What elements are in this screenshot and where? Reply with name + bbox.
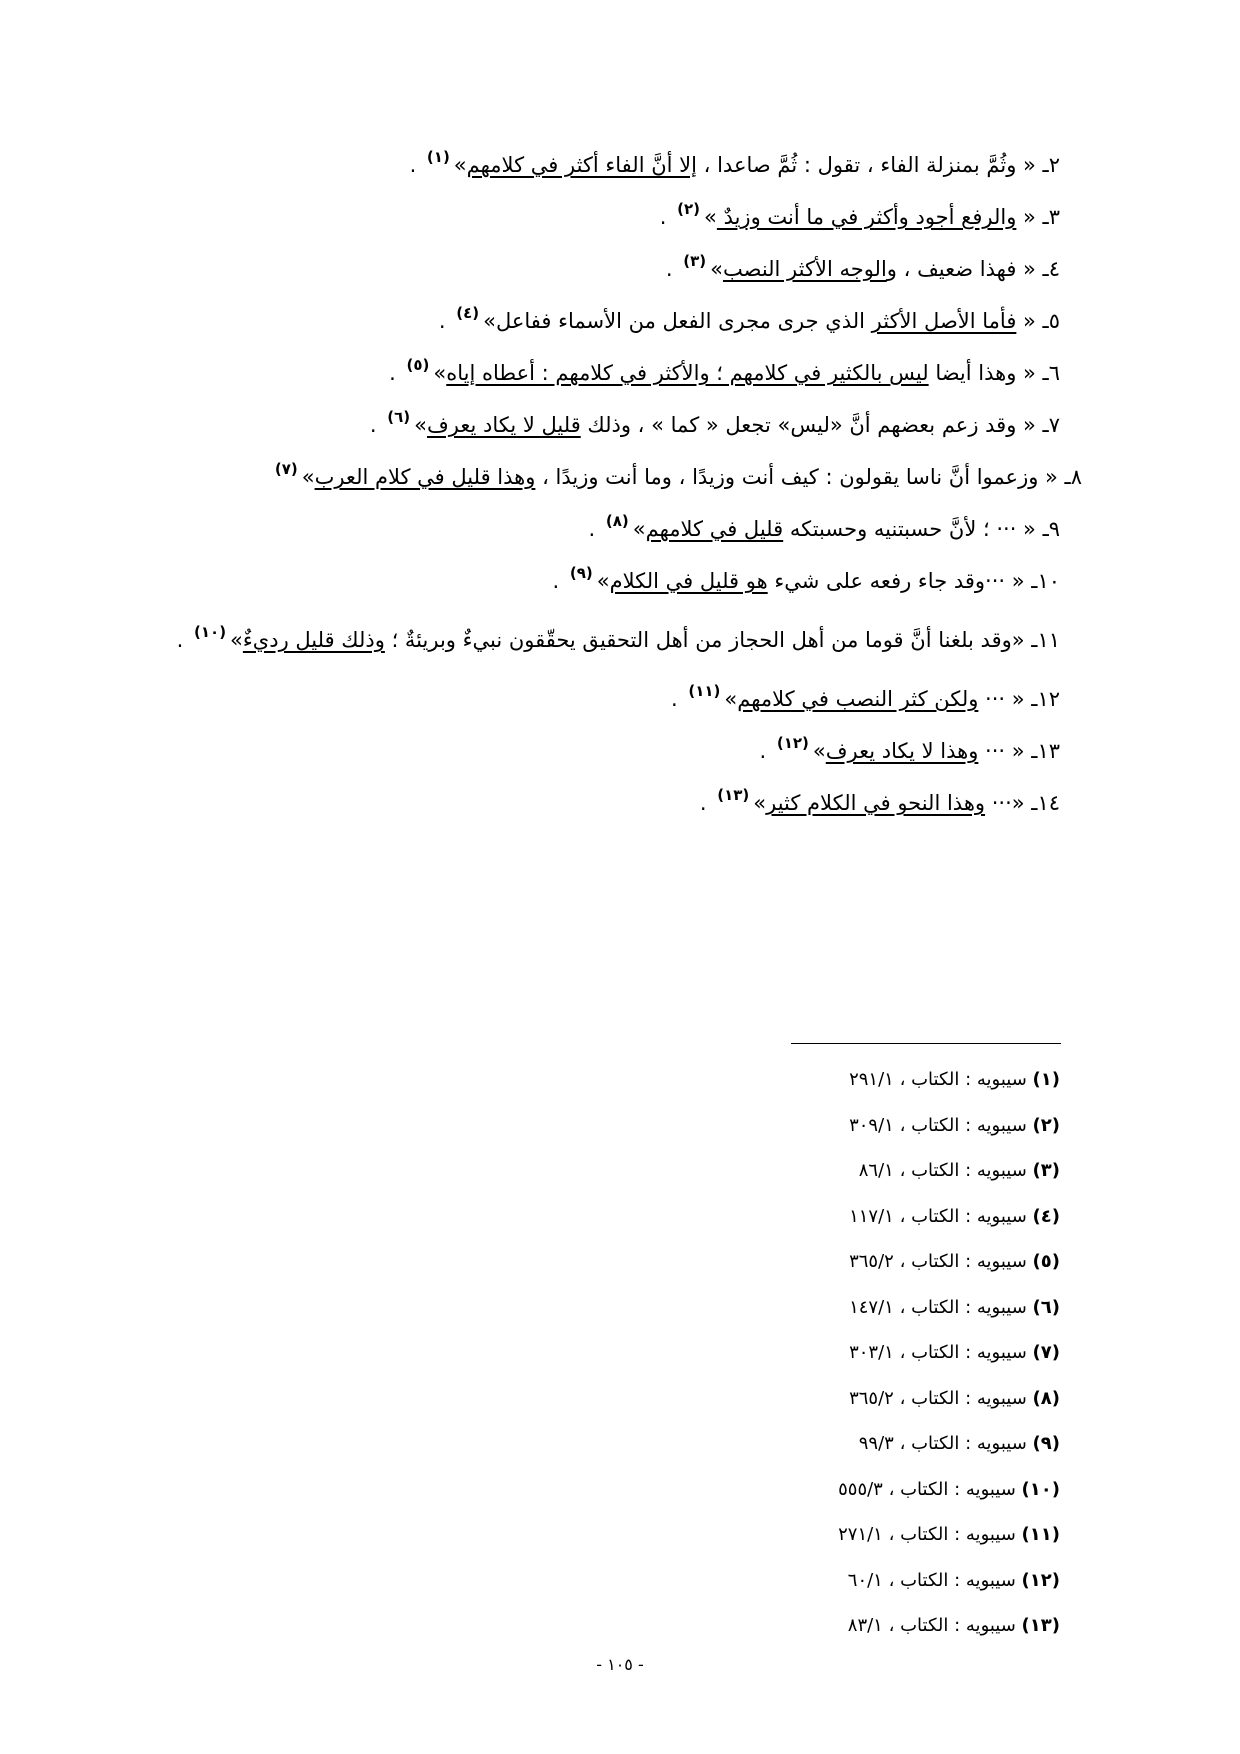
item-text: لأنَّ حسبتنيه وحسبتكه bbox=[783, 517, 977, 541]
footnote-number: (٢) bbox=[1032, 1114, 1060, 1136]
item-close-quote: » bbox=[301, 465, 315, 489]
item-end: . bbox=[409, 153, 423, 177]
item-close-quote: » bbox=[724, 687, 738, 711]
item-close-quote: » bbox=[753, 791, 767, 815]
quotation-item bbox=[20, 462, 1082, 492]
item-lead: ٢ـ « bbox=[1016, 153, 1060, 177]
footnote-text: سيبويه : الكتاب ، ٣٠٣/١ bbox=[849, 1342, 1033, 1363]
footnote-ref[interactable]: (٢) bbox=[677, 200, 701, 218]
footnote-text: سيبويه : الكتاب ، ١٤٧/١ bbox=[849, 1296, 1033, 1318]
item-underlined-text: وهذا النحو في الكلام كثير bbox=[766, 791, 986, 815]
quotation-item bbox=[100, 618, 1060, 662]
footnote-item bbox=[640, 1111, 1060, 1157]
item-close-quote: » bbox=[812, 739, 826, 763]
quotation-item bbox=[100, 254, 1060, 284]
quotation-item bbox=[100, 566, 1060, 596]
footnote-item bbox=[640, 1475, 1060, 1521]
footnote-text: سيبويه : الكتاب ، ٩٩/٣ bbox=[858, 1433, 1033, 1454]
footnote-item bbox=[640, 1065, 1060, 1111]
item-close-quote: » bbox=[414, 413, 427, 437]
footnote-item bbox=[640, 1611, 1060, 1657]
footnote-ref[interactable]: (٨) bbox=[605, 512, 629, 530]
item-close-quote: » bbox=[596, 569, 610, 593]
footnote-item bbox=[640, 1384, 1060, 1430]
item-underlined-text: ولكن كثر النصب في كلامهم bbox=[737, 687, 979, 711]
item-text-tail: الذي جرى مجرى الفعل من الأسماء ففاعل bbox=[495, 309, 872, 333]
footnote-item bbox=[640, 1566, 1060, 1612]
item-text: وثُمَّ بمنزلة الفاء ، تقول : ثُمَّ صاعدا ، bbox=[696, 153, 1017, 177]
footnote-number: (٧) bbox=[1032, 1342, 1060, 1363]
item-text: وهذا أيضا bbox=[928, 361, 1017, 385]
item-end: . bbox=[588, 517, 602, 541]
item-lead: ٥ـ « bbox=[1016, 309, 1060, 333]
item-text: فهذا ضعيف ، و bbox=[886, 257, 1017, 281]
item-end: . bbox=[699, 791, 714, 815]
footnote-ref[interactable]: (١٢) bbox=[776, 734, 809, 752]
item-end: . bbox=[552, 569, 566, 593]
item-close-quote: » bbox=[433, 361, 447, 385]
footnote-text: سيبويه : الكتاب ، ٢٩١/١ bbox=[849, 1069, 1033, 1090]
footnote-item bbox=[640, 1429, 1060, 1475]
footnote-text: سيبويه : الكتاب ، ٣٦٥/٢ bbox=[849, 1387, 1033, 1409]
item-end: . bbox=[438, 309, 453, 333]
quotation-item bbox=[100, 358, 1060, 388]
item-lead: ٣ـ « bbox=[1016, 205, 1060, 229]
footnote-text: سيبويه : الكتاب ، ٢٧١/١ bbox=[838, 1524, 1022, 1545]
footnote-text: سيبويه : الكتاب ، ٨٦/١ bbox=[858, 1160, 1033, 1181]
item-text: وقد بلغنا أنَّ قوما من أهل الحجاز من أهل التحقيق يحقّقون نبيءٌ وبريئةٌ ؛ bbox=[384, 628, 1012, 652]
item-underlined-text: وذلك قليل رديءٌ bbox=[242, 628, 385, 652]
quotation-item bbox=[100, 150, 1060, 180]
footnotes-list bbox=[640, 1065, 1060, 1657]
footnote-number: (٩) bbox=[1032, 1433, 1060, 1454]
item-close-quote: » bbox=[230, 628, 243, 652]
footnote-ref[interactable]: (٧) bbox=[274, 460, 298, 478]
footnote-item bbox=[640, 1247, 1060, 1293]
item-underlined-text: والرفع أجود وأكثر في ما أنت وزيدٌ bbox=[716, 205, 1017, 229]
footnote-item bbox=[640, 1520, 1060, 1566]
footnote-item bbox=[640, 1202, 1060, 1248]
footnote-ref[interactable]: (٣) bbox=[683, 252, 707, 270]
item-close-quote: » bbox=[710, 257, 723, 281]
footnote-text: سيبويه : الكتاب ، ١١٧/١ bbox=[849, 1205, 1033, 1227]
item-end: . bbox=[665, 257, 680, 281]
footnote-text: سيبويه : الكتاب ، ٣٠٩/١ bbox=[849, 1114, 1033, 1136]
footnote-divider bbox=[791, 1043, 1061, 1044]
item-lead: ٨ـ « bbox=[1038, 465, 1082, 489]
item-underlined-text: هو قليل في الكلام bbox=[609, 569, 768, 593]
quotation-item bbox=[100, 736, 1060, 766]
footnote-ref[interactable]: (١١) bbox=[688, 682, 721, 700]
footnote-number: (٤) bbox=[1032, 1205, 1060, 1227]
item-end: . bbox=[759, 739, 773, 763]
footnote-number: (٦) bbox=[1032, 1296, 1060, 1318]
item-lead: ١٠ـ « bbox=[1005, 569, 1060, 593]
footnote-number: (٥) bbox=[1032, 1251, 1060, 1272]
item-text: وزعموا أنَّ ناسا يقولون : كيف أنت وزيدًا ، وما أنت وزيدًا ، bbox=[535, 465, 1039, 489]
item-lead: ١٢ـ « ··· bbox=[978, 687, 1060, 711]
item-end: . bbox=[176, 628, 191, 652]
item-lead: ٧ـ « bbox=[1016, 413, 1060, 437]
footnote-text: سيبويه : الكتاب ، ٦٠/١ bbox=[847, 1569, 1022, 1591]
footnote-ref[interactable]: (٥) bbox=[406, 356, 430, 374]
item-end: . bbox=[369, 413, 384, 437]
quotation-item bbox=[100, 202, 1060, 232]
item-close-quote: » bbox=[632, 517, 646, 541]
item-underlined-text: قليل في كلامهم bbox=[645, 517, 784, 541]
item-underlined-text: ليس بالكثير في كلامهم ؛ والأكثر في كلامهم : أعطاه إياه bbox=[446, 361, 929, 385]
item-lead: ٤ـ « bbox=[1016, 257, 1060, 281]
quotations-list bbox=[100, 148, 1082, 840]
quotation-item bbox=[100, 514, 1060, 544]
page-number: - ١٠٥ - bbox=[596, 1655, 644, 1674]
item-lead: ٦ـ « bbox=[1016, 361, 1060, 385]
item-close-quote: » bbox=[453, 153, 467, 177]
item-underlined-text: وهذا قليل في كلام العرب bbox=[314, 465, 536, 489]
footnote-number: (٣) bbox=[1032, 1160, 1060, 1181]
footnote-item bbox=[640, 1156, 1060, 1202]
quotation-item bbox=[100, 788, 1060, 818]
footnote-number: (٨) bbox=[1032, 1387, 1060, 1409]
quotation-item bbox=[100, 306, 1060, 336]
footnote-ref[interactable]: (٩) bbox=[569, 564, 593, 582]
footnote-ref[interactable]: (٦) bbox=[387, 408, 411, 426]
footnote-number: (١٢) bbox=[1021, 1569, 1060, 1591]
quotation-item bbox=[100, 410, 1060, 440]
footnote-number: (١٣) bbox=[1021, 1615, 1060, 1636]
footnote-number: (١) bbox=[1032, 1069, 1060, 1090]
footnote-item bbox=[640, 1293, 1060, 1339]
item-close-quote: » bbox=[704, 205, 717, 229]
item-underlined-text: إلا أنَّ الفاء أكثر في كلامهم bbox=[466, 153, 697, 177]
item-text: ···وقد جاء رفعه على شيء bbox=[767, 569, 1006, 593]
footnote-ref[interactable]: (٤) bbox=[456, 304, 480, 322]
item-lead: ١٤ـ «··· bbox=[985, 791, 1060, 815]
footnote-text: سيبويه : الكتاب ، ٨٣/١ bbox=[847, 1615, 1022, 1636]
footnote-number: (١١) bbox=[1021, 1524, 1060, 1545]
footnote-ref[interactable]: (١٠) bbox=[194, 623, 227, 641]
item-end: . bbox=[389, 361, 403, 385]
item-underlined-text: فأما الأصل الأكثر bbox=[871, 309, 1017, 333]
footnote-text: سيبويه : الكتاب ، ٥٥٥/٣ bbox=[838, 1478, 1022, 1500]
item-underlined-text: وهذا لا يكاد يعرف bbox=[825, 739, 979, 763]
footnote-item bbox=[640, 1338, 1060, 1384]
item-lead: ١١ـ « bbox=[1011, 628, 1060, 652]
item-lead: ١٣ـ « ··· bbox=[978, 739, 1060, 763]
item-end: . bbox=[659, 205, 674, 229]
item-close-quote: » bbox=[483, 309, 496, 333]
item-underlined-text: قليل لا يكاد يعرف bbox=[426, 413, 581, 437]
footnote-ref[interactable]: (١) bbox=[426, 148, 450, 166]
footnote-ref[interactable]: (١٣) bbox=[717, 786, 750, 804]
item-end: . bbox=[671, 687, 685, 711]
footnote-number: (١٠) bbox=[1021, 1478, 1060, 1500]
item-lead: ٩ـ « ··· ؛ bbox=[976, 517, 1060, 541]
footnote-text: سيبويه : الكتاب ، ٣٦٥/٢ bbox=[849, 1251, 1033, 1272]
item-text: وقد زعم بعضهم أنَّ «ليس» تجعل « كما » ، وذلك bbox=[580, 413, 1017, 437]
item-underlined-text: الوجه الأكثر النصب bbox=[722, 257, 887, 281]
quotation-item bbox=[100, 684, 1060, 714]
